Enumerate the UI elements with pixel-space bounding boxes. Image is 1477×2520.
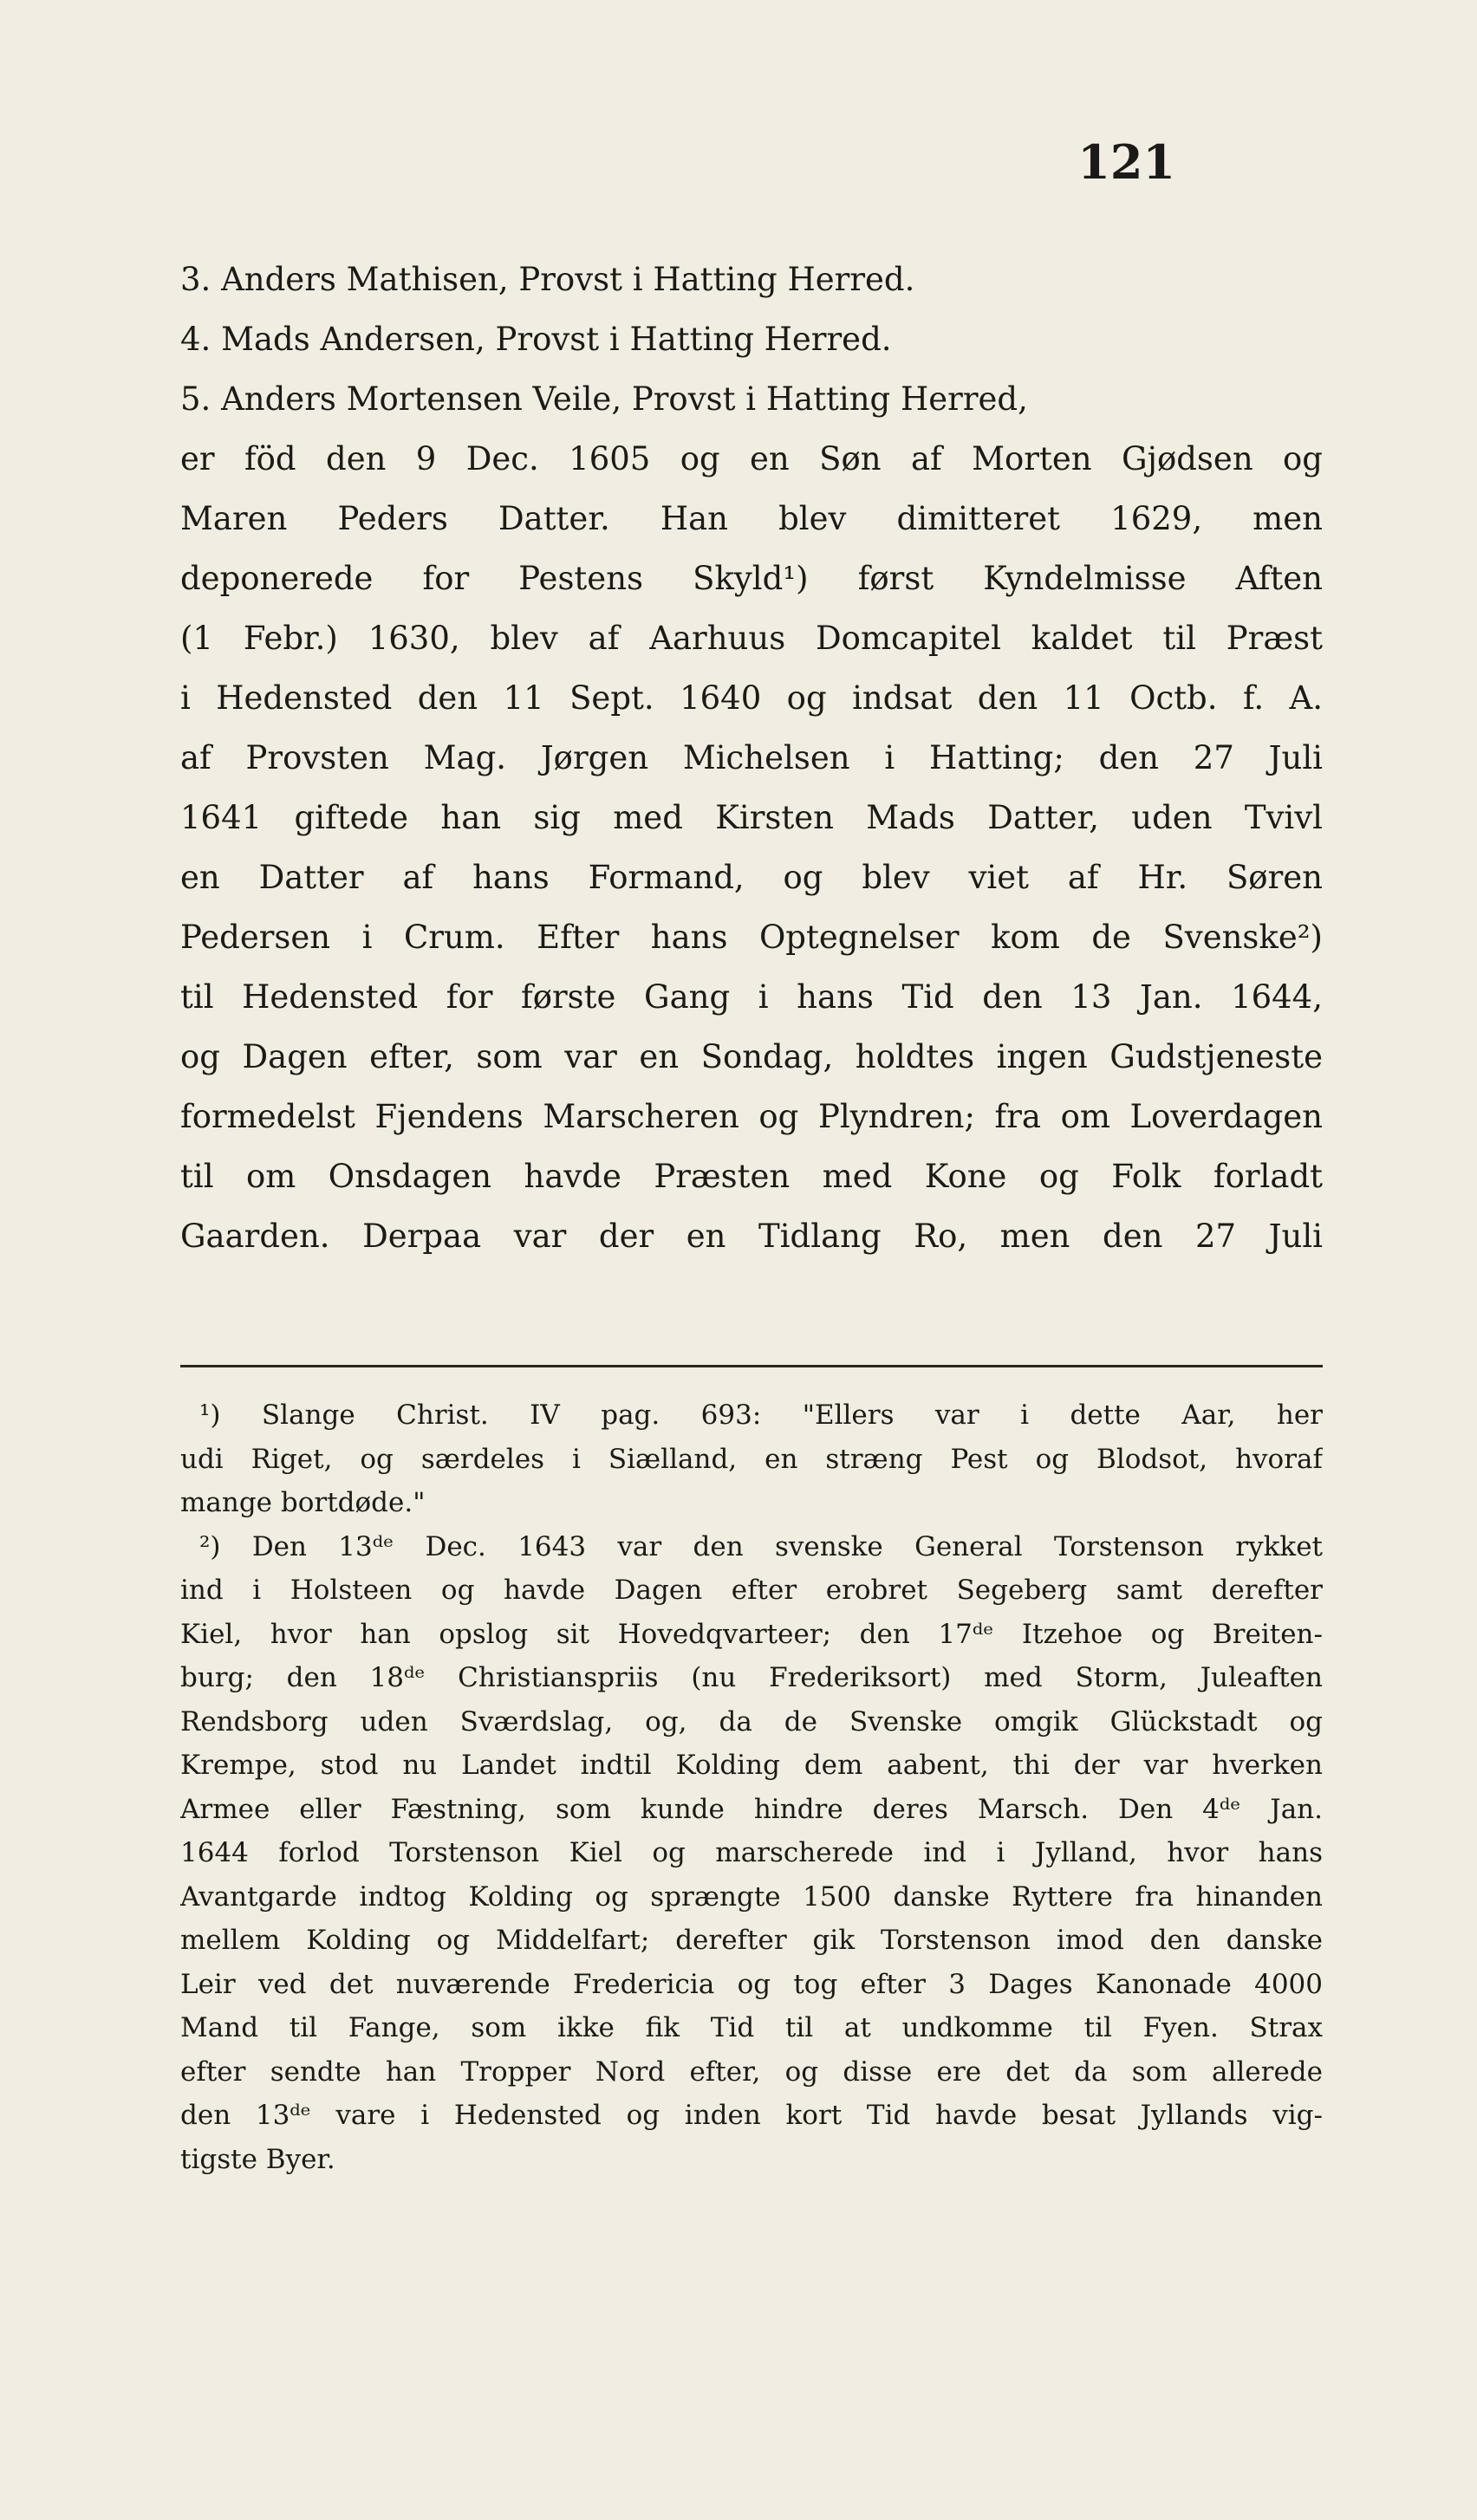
body-line: 4. Mads Andersen, Provst i Hatting Herred. xyxy=(180,321,892,358)
body-line: til om Onsdagen havde Præsten med Kone og Folk forladt xyxy=(180,1158,1323,1195)
footnote-line: Mand til Fange, som ikke fik Tid til at undkomme til Fyen. Strax xyxy=(180,2012,1323,2043)
footnote-line: Armee eller Fæstning, som kunde hindre deres Marsch. Den 4ᵈᵉ Jan. xyxy=(180,1793,1323,1825)
footnote-line: Avantgarde indtog Kolding og sprængte 1500 danske Ryttere fra hinanden xyxy=(180,1880,1323,1913)
body-line: til Hedensted for første Gang i hans Tid den 13 Jan. 1644, xyxy=(180,978,1323,1016)
footnote-line: tigste Byer. xyxy=(180,2143,335,2175)
footnotes xyxy=(180,1393,1323,2181)
footnote-divider xyxy=(180,1365,1323,1367)
body-line: er föd den 9 Dec. 1605 og en Søn af Morten Gjødsen og xyxy=(180,440,1323,477)
footnote-line: burg; den 18ᵈᵉ Christianspriis (nu Frederiksort) med Storm, Juleaften xyxy=(180,1662,1323,1693)
body-line: og Dagen efter, som var en Sondag, holdtes ingen Gudstjeneste xyxy=(180,1038,1323,1075)
footnote-line: ind i Holsteen og havde Dagen efter erobret Segeberg samt derefter xyxy=(180,1575,1323,1606)
page-number: 121 xyxy=(1077,134,1175,190)
footnote-line: Leir ved det nuværende Fredericia og tog efter 3 Dages Kanonade 4000 xyxy=(180,1968,1323,2000)
main-text xyxy=(180,250,1323,1266)
footnote-line: ¹) Slange Christ. IV pag. 693: "Ellers var i dette Aar, her xyxy=(199,1400,1323,1431)
footnote-line: Rendsborg uden Sværdslag, og, da de Svenske omgik Glückstadt og xyxy=(180,1705,1323,1737)
body-line: en Datter af hans Formand, og blev viet af Hr. Søren xyxy=(180,859,1323,896)
body-line: deponerede for Pestens Skyld¹) først Kyndelmisse Aften xyxy=(180,560,1323,597)
body-line: Pedersen i Crum. Efter hans Optegnelser kom de Svenske²) xyxy=(180,919,1323,956)
footnote-line: Kiel, hvor han opslog sit Hovedqvarteer; den 17ᵈᵉ Itzehoe og Breiten- xyxy=(180,1618,1323,1650)
body-line: (1 Febr.) 1630, blev af Aarhuus Domcapitel kaldet til Præst xyxy=(180,620,1323,657)
footnote-line: udi Riget, og særdeles i Siælland, en stræng Pest og Blodsot, hvoraf xyxy=(180,1443,1323,1475)
footnote-line: den 13ᵈᵉ vare i Hedensted og inden kort Tid havde besat Jyllands vig- xyxy=(180,2100,1323,2131)
footnote-line: 1644 forlod Torstenson Kiel og marscherede ind i Jylland, hvor hans xyxy=(180,1837,1323,1868)
body-line: 3. Anders Mathisen, Provst i Hatting Herred. xyxy=(180,261,915,298)
body-line: Gaarden. Derpaa var der en Tidlang Ro, men den 27 Juli xyxy=(180,1218,1323,1255)
body-line: 1641 giftede han sig med Kirsten Mads Datter, uden Tvivl xyxy=(180,799,1323,836)
footnote-line: mellem Kolding og Middelfart; derefter gik Torstenson imod den danske xyxy=(180,1925,1323,1956)
body-line: formedelst Fjendens Marscheren og Plyndren; fra om Loverdagen xyxy=(180,1098,1323,1135)
footnote-line: efter sendte han Tropper Nord efter, og disse ere det da som allerede xyxy=(180,2056,1323,2088)
footnote-line: Krempe, stod nu Landet indtil Kolding dem aabent, thi der var hverken xyxy=(180,1750,1323,1781)
footnote-line: ²) Den 13ᵈᵉ Dec. 1643 var den svenske General Torstenson rykket xyxy=(199,1530,1323,1562)
body-line: i Hedensted den 11 Sept. 1640 og indsat den 11 Octb. f. A. xyxy=(180,679,1323,717)
body-line: af Provsten Mag. Jørgen Michelsen i Hatting; den 27 Juli xyxy=(180,739,1323,776)
footnote-line: mange bortdøde." xyxy=(180,1487,426,1518)
body-line: 5. Anders Mortensen Veile, Provst i Hatting Herred, xyxy=(180,380,1028,418)
body-line: Maren Peders Datter. Han blev dimitteret 1629, men xyxy=(180,500,1323,537)
